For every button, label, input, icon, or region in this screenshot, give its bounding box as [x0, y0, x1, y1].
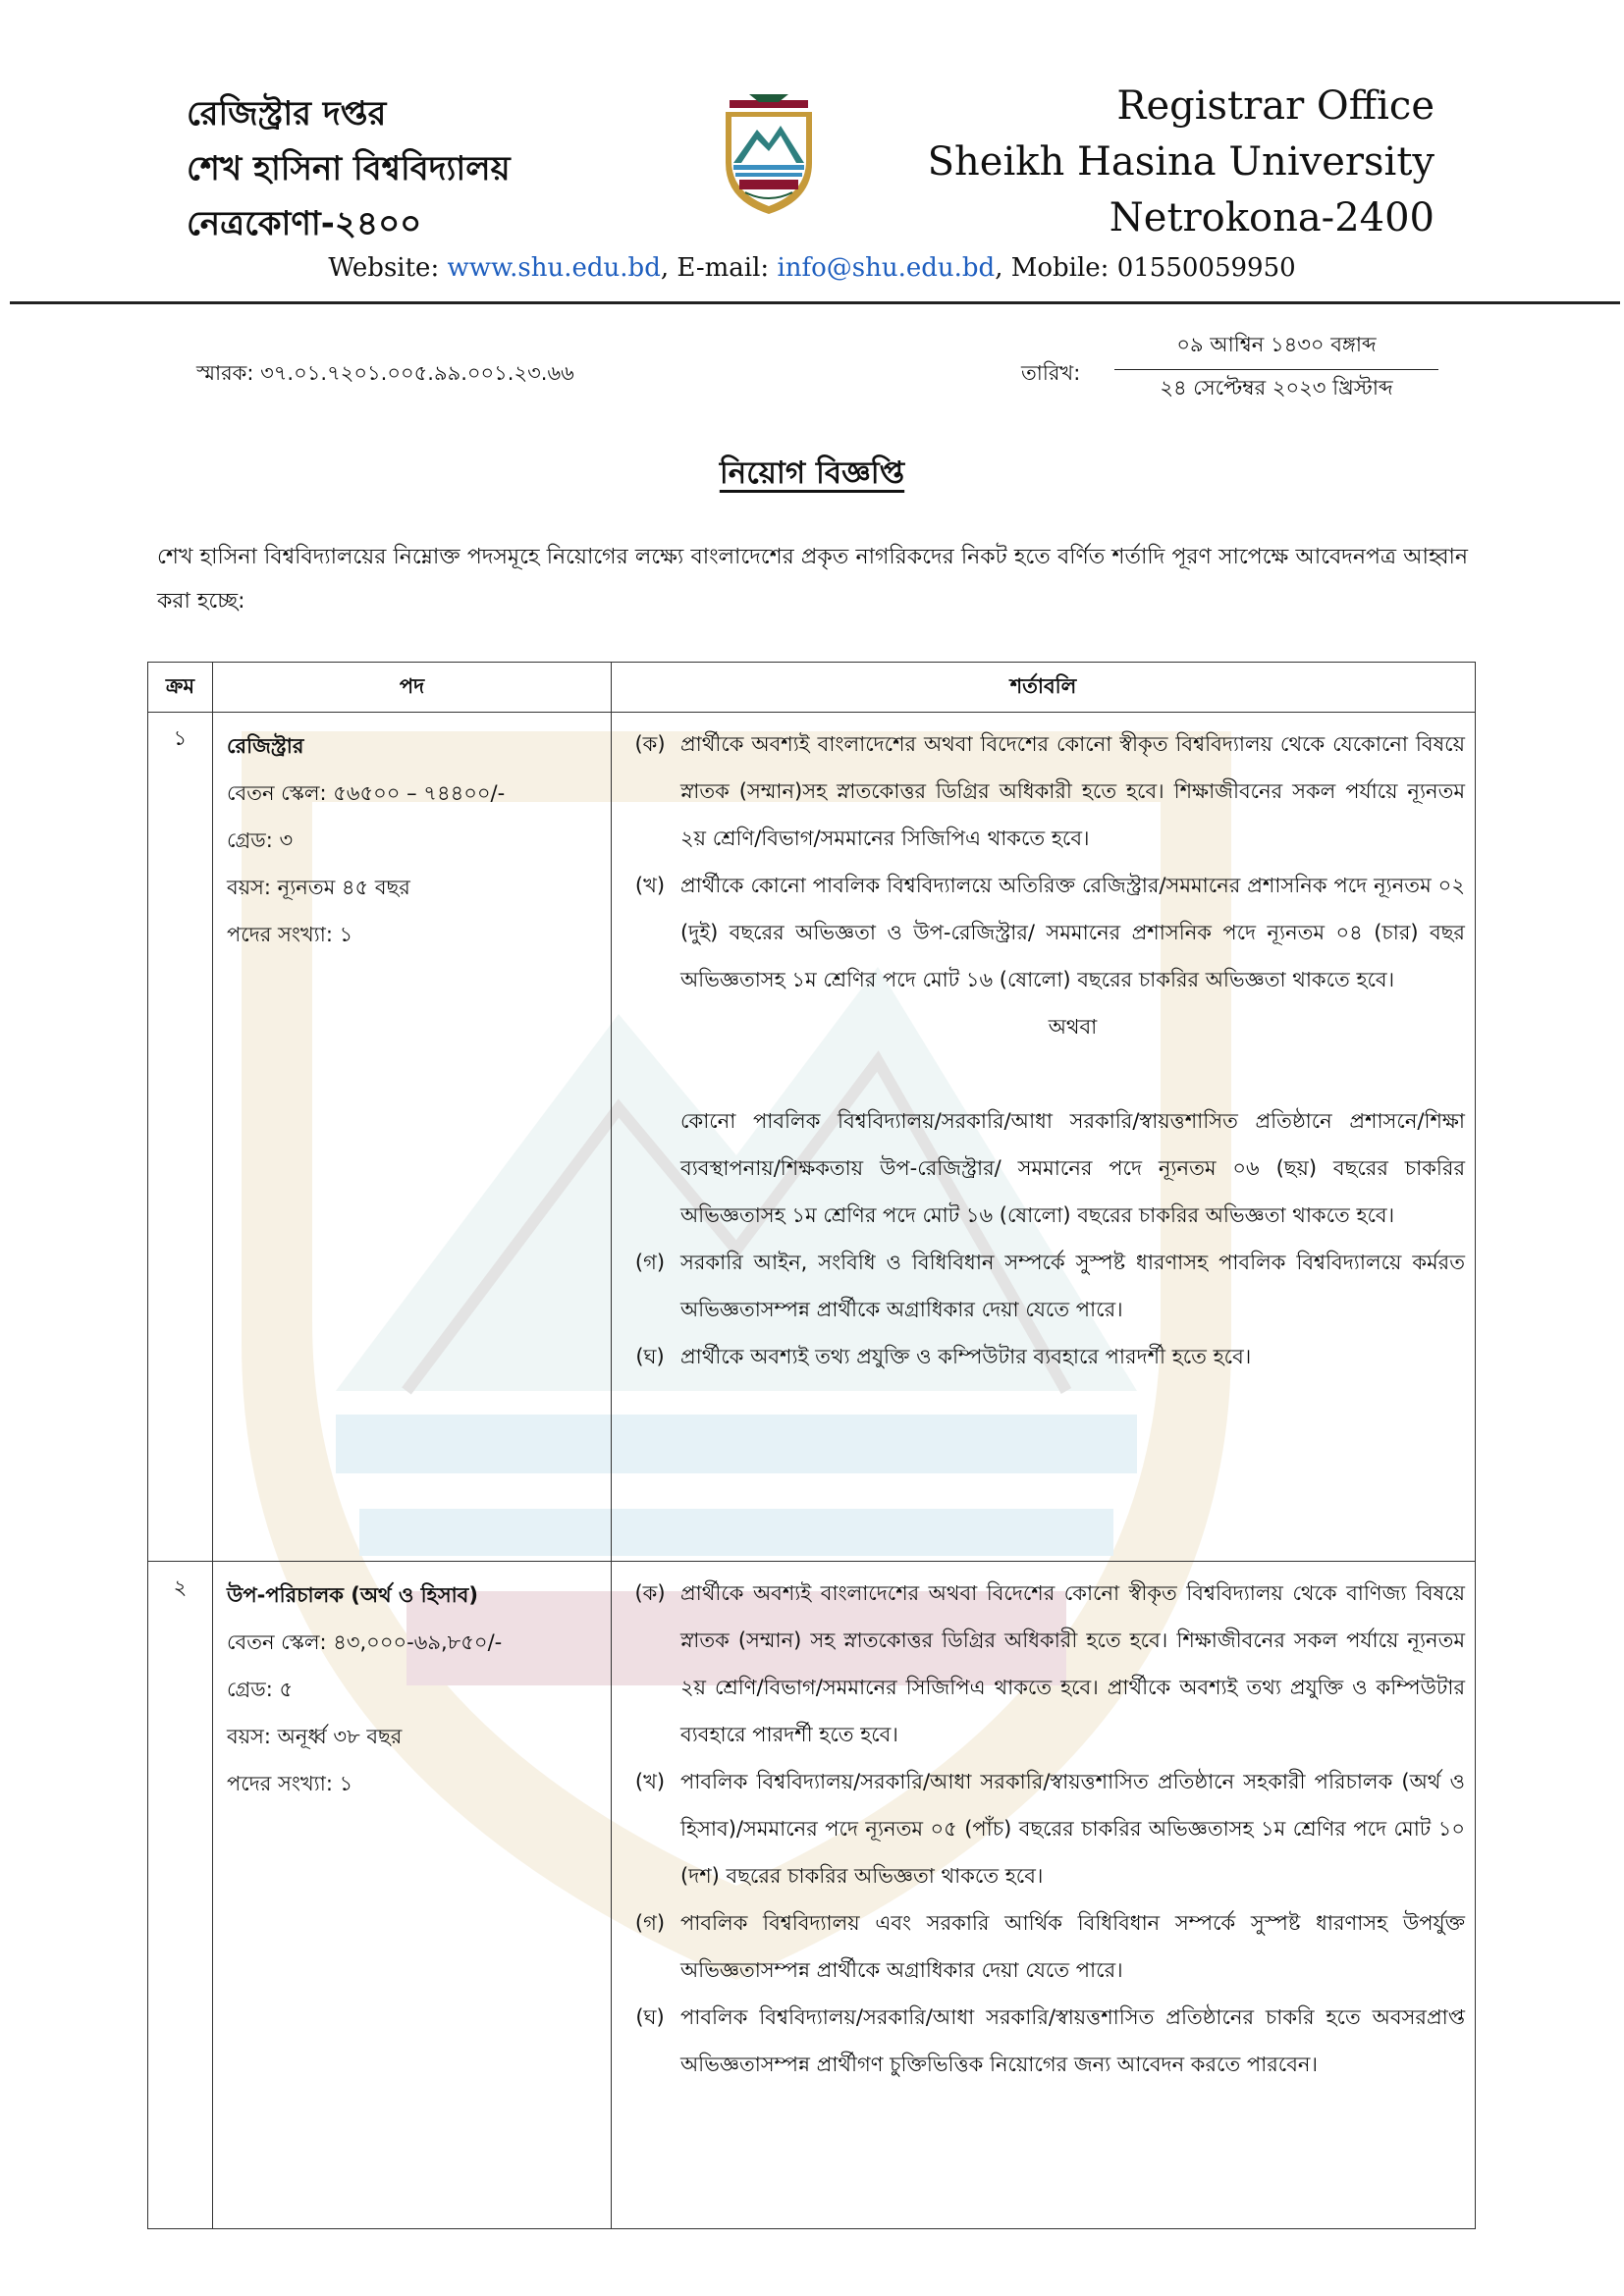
condition-marker: (ঘ) [635, 2005, 665, 2029]
university-logo-icon [720, 94, 818, 217]
header-divider [10, 301, 1620, 304]
number-of-posts: পদের সংখ্যা: ১ [227, 923, 353, 946]
office-name-en-line-3: Netrokona-2400 [1109, 195, 1435, 240]
header-conditions: শর্তাবলি [612, 663, 1476, 713]
date-label: তারিখ: [1021, 361, 1081, 385]
office-name-bn-line-1: রেজিস্ট্রার দপ্তর [187, 94, 387, 133]
website-link[interactable]: www.shu.edu.bd [447, 253, 661, 283]
condition-item [620, 1758, 1465, 1899]
age-limit: বয়স: ন্যূনতম ৪৫ বছর [227, 876, 410, 899]
post-name: উপ-পরিচালক (অর্থ ও হিসাব) [227, 1583, 478, 1607]
notice-title-text: নিয়োগ বিজ্ঞপ্তি [719, 455, 905, 491]
or-label: অথবা [1048, 1015, 1098, 1039]
condition-text: প্রার্থীকে অবশ্যই বাংলাদেশের অথবা বিদেশের কোনো স্বীকৃত বিশ্ববিদ্যালয় থেকে যেকোনো বিষয়ে স্নাতক (সম্মান)সহ স্নাতকোত্তর ডিগ্রির অধিকারী হতে হবে। শিক্ষাজীবনের সকল পর্যায়ে ন্যূনতম ২য় শ্রেণি/বিভাগ/সমমানের সিজিপিএ থাকতে হবে। [680, 732, 1465, 850]
website-label: Website: [328, 253, 448, 283]
office-name-en-line-1: Registrar Office [1116, 83, 1435, 129]
memo-number: ৩৭.০১.৭২০১.০০৫.৯৯.০০১.২৩.৬৬ [260, 361, 574, 385]
age-limit: বয়স: অনূর্ধ্ব ৩৮ বছর [227, 1725, 403, 1748]
condition-text: প্রার্থীকে কোনো পাবলিক বিশ্ববিদ্যালয়ে অতিরিক্ত রেজিস্ট্রার/সমমানের প্রশাসনিক পদে ন্যূনতম ০২ (দুই) বছরের অভিজ্ঞতা ও উপ-রেজিস্ট্রার/ সমমানের প্রশাসনিক পদে ন্যূনতম ০৪ (চার) বছর অভিজ্ঞতাসহ ১ম শ্রেণির পদে মোট ১৬ (ষোলো) বছরের চাকরির অভিজ্ঞতা থাকতে হবে। [680, 874, 1465, 991]
condition-text: প্রার্থীকে অবশ্যই বাংলাদেশের অথবা বিদেশের কোনো স্বীকৃত বিশ্ববিদ্যালয় থেকে বাণিজ্য বিষয়ে স্নাতক (সম্মান) সহ স্নাতকোত্তর ডিগ্রির অধিকারী হতে হবে। শিক্ষাজীবনের সকল পর্যায়ে ন্যূনতম ২য় শ্রেণি/বিভাগ/সমমানের সিজিপিএ থাকতে হবে। প্রার্থীকে অবশ্যই তথ্য প্রযুক্তি ও কম্পিউটার ব্যবহারে পারদর্শী হতে হবে। [680, 1581, 1465, 1746]
alternative-condition-text: কোনো পাবলিক বিশ্ববিদ্যালয়/সরকারি/আধা সরকারি/স্বায়ত্তশাসিত প্রতিষ্ঠানে প্রশাসনে/শিক্ষা ব্যবস্থাপনায়/শিক্ষকতায় উপ-রেজিস্ট্রার/ সমমানের পদে ন্যূনতম ০৬ (ছয়) বছরের চাকরির অভিজ্ঞতাসহ ১ম শ্রেণির পদে মোট ১৬ (ষোলো) বছরের চাকরির অভিজ্ঞতা থাকতে হবে। [680, 1109, 1465, 1227]
table-row [148, 1562, 1476, 2229]
condition-item [620, 1097, 1465, 1239]
condition-text: পাবলিক বিশ্ববিদ্যালয়/সরকারি/আধা সরকারি/স্বায়ত্তশাসিত প্রতিষ্ঠানে সহকারী পরিচালক (অর্থ ও হিসাব)/সমমানের পদে ন্যূনতম ০৫ (পাঁচ) বছরের চাকরির অভিজ্ঞতাসহ ১ম শ্রেণির পদে মোট ১০ (দশ) বছরের চাকরির অভিজ্ঞতা থাকতে হবে। [680, 1770, 1465, 1888]
condition-item [620, 1899, 1465, 1994]
condition-marker: (ঘ) [635, 1345, 665, 1368]
pay-scale: বেতন স্কেল: ৫৬৫০০ – ৭৪৪০০/- [227, 781, 506, 805]
header-serial: ক্রম [148, 663, 213, 713]
mobile-number: 01550059950 [1116, 253, 1296, 283]
table-header-row [148, 663, 1476, 713]
condition-item [620, 1570, 1465, 1758]
condition-marker: (গ) [634, 1251, 666, 1274]
condition-item [620, 1994, 1465, 2088]
office-name-bn-line-2: শেখ হাসিনা বিশ্ববিদ্যালয় [187, 149, 511, 188]
condition-marker: (খ) [634, 1770, 666, 1793]
post-name: রেজিস্ট্রার [227, 734, 304, 758]
memo-label: স্মারক: [196, 361, 261, 385]
condition-marker: (গ) [634, 1911, 666, 1935]
grade: গ্রেড: ৫ [227, 1678, 294, 1701]
number-of-posts: পদের সংখ্যা: ১ [227, 1772, 353, 1795]
office-name-en-line-2: Sheikh Hasina University [927, 139, 1435, 185]
date-gregorian: ২৪ সেপ্টেম্বর ২০২৩ খ্রিস্টাব্দ [1160, 376, 1393, 400]
post-details [213, 713, 612, 1562]
condition-text: পাবলিক বিশ্ববিদ্যালয়/সরকারি/আধা সরকারি/স্বায়ত্তশাসিত প্রতিষ্ঠানের চাকরি হতে অবসরপ্রাপ্ত অভিজ্ঞতাসম্পন্ন প্রার্থীগণ চুক্তিভিত্তিক নিয়োগের জন্য আবেদন করতে পারবেন। [680, 2005, 1465, 2076]
condition-marker [620, 1097, 680, 1239]
pay-scale: বেতন স্কেল: ৪৩,০০০-৬৯,৮৫০/- [227, 1630, 503, 1654]
office-name-english [928, 79, 1435, 246]
condition-item [620, 862, 1465, 1003]
email-link[interactable]: info@shu.edu.bd [777, 253, 996, 283]
date-bengali: ০৯ আশ্বিন ১৪৩০ বঙ্গাব্দ [1114, 329, 1438, 370]
row-serial: ১ [148, 713, 213, 1562]
condition-item [620, 721, 1465, 862]
condition-text: সরকারি আইন, সংবিধি ও বিধিবিধান সম্পর্কে সুস্পষ্ট ধারণাসহ পাবলিক বিশ্ববিদ্যালয়ে কর্মরত অভিজ্ঞতাসম্পন্ন প্রার্থীকে অগ্রাধিকার দেয়া যেতে পারে। [680, 1251, 1465, 1321]
grade: গ্রেড: ৩ [227, 828, 294, 852]
notice-title [0, 450, 1624, 501]
condition-item [620, 1333, 1465, 1380]
condition-marker: (খ) [634, 874, 666, 897]
contact-line [0, 253, 1624, 283]
memo-reference [196, 357, 574, 392]
vacancy-table [147, 662, 1476, 2229]
condition-marker: (ক) [634, 1581, 666, 1605]
table-row [148, 713, 1476, 1562]
header-post: পদ [213, 663, 612, 713]
email-label: , E-mail: [660, 253, 778, 283]
condition-item [620, 1239, 1465, 1333]
date-block [1021, 329, 1443, 412]
mobile-label: , Mobile: [995, 253, 1117, 283]
row-serial: ২ [148, 1562, 213, 2229]
post-conditions [612, 713, 1476, 1562]
condition-marker: (ক) [634, 732, 666, 756]
office-name-bn-line-3: নেত্রকোণা-২৪০০ [187, 204, 422, 243]
spacer [620, 1050, 1465, 1097]
office-name-bengali [187, 86, 511, 251]
condition-text: পাবলিক বিশ্ববিদ্যালয় এবং সরকারি আর্থিক বিধিবিধান সম্পর্কে সুস্পষ্ট ধারণাসহ উপর্যুক্ত অভিজ্ঞতাসম্পন্ন প্রার্থীকে অগ্রাধিকার দেয়া যেতে পারে। [680, 1911, 1465, 1982]
condition-text: প্রার্থীকে অবশ্যই তথ্য প্রযুক্তি ও কম্পিউটার ব্যবহারে পারদর্শী হতে হবে। [680, 1345, 1252, 1368]
notice-intro: শেখ হাসিনা বিশ্ববিদ্যালয়ের নিম্নোক্ত পদসমূহে নিয়োগের লক্ষ্যে বাংলাদেশের প্রকৃত নাগরিকদের নিকট হতে বর্ণিত শর্তাদি পূরণ সাপেক্ষে আবেদনপত্র আহ্বান করা হচ্ছে: [157, 545, 1468, 614]
post-details [213, 1562, 612, 2229]
post-conditions [612, 1562, 1476, 2229]
